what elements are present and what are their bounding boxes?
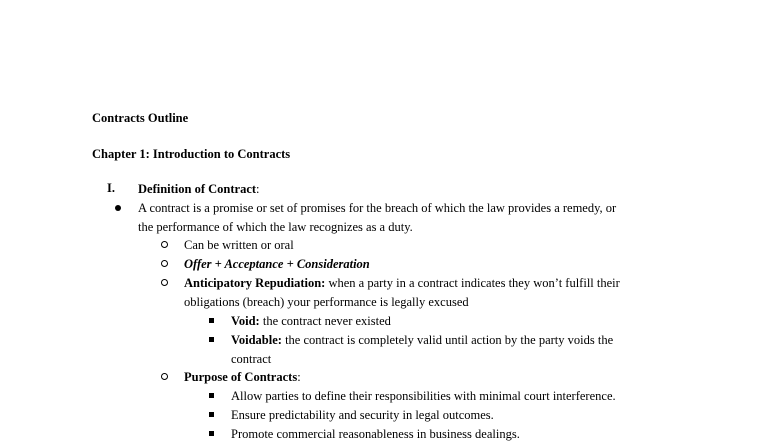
bullet-circle-icon [161,241,168,248]
anticipatory-repudiation-label: Anticipatory Repudiation: [184,276,326,290]
purpose-item-1: Allow parties to define their responsibilities with minimal court interference. [231,389,616,403]
voidable-text: the contract is completely valid until action by the party voids the [281,333,614,347]
bullet-square-icon [209,337,214,342]
section-heading-suffix: : [256,182,260,196]
sub-item-purpose [184,369,301,385]
purpose-label: Purpose of Contracts [184,370,298,384]
definition-line-1: A contract is a promise or set of promises for the breach of which the law provides a remedy, or [138,201,617,215]
bullet-circle-icon [161,279,168,286]
sub-item-written-oral: Can be written or oral [184,238,294,252]
bullet-square-icon [209,393,214,398]
bullet-square-icon [209,431,214,436]
bullet-square-icon [209,318,214,323]
voidable-item [231,332,613,348]
bullet-circle-icon [161,373,168,380]
purpose-item-3: Promote commercial reasonableness in business dealings. [231,427,520,441]
purpose-suffix: : [297,370,301,384]
purpose-item-2: Ensure predictability and security in legal outcomes. [231,408,494,422]
anticipatory-repudiation-text: when a party in a contract indicates they won’t fulfill their [325,276,620,290]
bullet-square-icon [209,412,214,417]
bullet-disc-icon [115,205,121,211]
document-title: Contracts Outline [92,111,189,125]
section-heading-label: Definition of Contract [138,182,257,196]
chapter-heading: Chapter 1: Introduction to Contracts [92,147,291,161]
sub-item-anticipatory-repudiation [184,275,620,291]
bullet-circle-icon [161,260,168,267]
voidable-label: Voidable: [231,333,282,347]
sub-item-offer-acceptance: Offer + Acceptance + Consideration [184,257,370,271]
voidable-line-2: contract [231,352,272,366]
definition-line-2: the performance of which the law recognizes as a duty. [138,220,413,234]
void-item [231,313,391,329]
section-heading [138,181,260,197]
void-text: the contract never existed [259,314,391,328]
anticipatory-repudiation-line-2: obligations (breach) your performance is legally excused [184,295,469,309]
section-numeral: I. [107,181,115,195]
void-label: Void: [231,314,260,328]
